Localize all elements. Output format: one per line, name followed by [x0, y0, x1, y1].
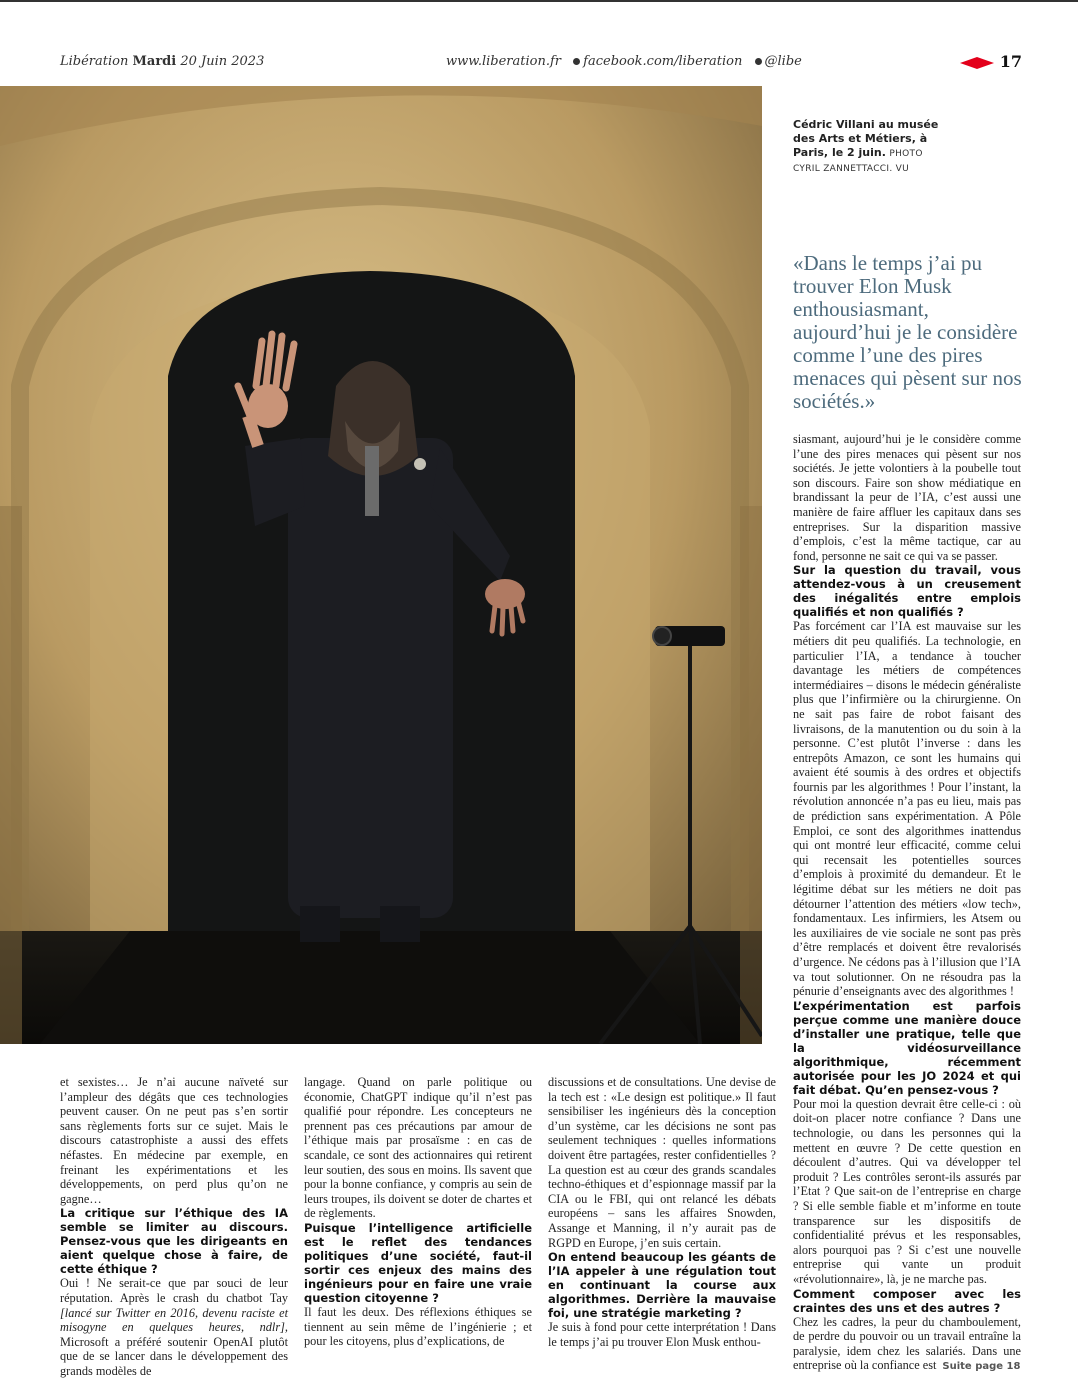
- article-column-3: [548, 1075, 776, 1349]
- paragraph-with-continuation: [793, 1315, 1021, 1375]
- paragraph: Je suis à fond pour cette interprétation ! Dans le temps j’ai pu trouver Elon Musk enthou-: [548, 1320, 776, 1349]
- publication-name: Libération: [60, 54, 129, 69]
- continued-link[interactable]: Suite page 18: [942, 1361, 1021, 1373]
- paragraph-text: Chez les cadres, la peur du chamboulement, de perdre du pouvoir ou un travail entraîne la paralysie, idem chez les salariés. Dans une entreprise où la confiance est: [793, 1314, 1021, 1373]
- top-rule: [0, 0, 1078, 2]
- paragraph: langage. Quand on parle politique ou économie, ChatGPT indique qu’il n’est pas qualifié pour répondre. Les concepteurs ne prennent pas ces précautions par amour de l’éthique mais par prosaïsme : en cas de scandale, ce sont des actionnaires qui retirent leur soutien, des sous en moins. Ils savent que pour la bonne confiance, y compris au sein de leurs troupes, ils doivent se doter de chartes et de règlements.: [304, 1075, 532, 1221]
- interview-question: Puisque l’intelligence artificielle est le reflet des tendances politiques d’une société, faut-il sortir ces enjeux des mains des ingénieurs pour en faire une vraie question citoyenne ?: [304, 1220, 532, 1305]
- interview-question: On entend beaucoup les géants de l’IA appeler à une régulation tout en continuant la course aux algorithmes. Derrière la mauvaise foi, une stratégie marketing ?: [548, 1250, 776, 1321]
- paragraph-text: Oui ! Ne serait-ce que par souci de leur réputation. Après le crash du chatbot Tay: [60, 1276, 288, 1305]
- date-rest: 20 Juin 2023: [180, 54, 265, 69]
- interview-question: Sur la question du travail, vous attendez-vous à un creusement des inégalités entre emplois qualifiés et non qualifiés ?: [793, 563, 1021, 620]
- photo-illustration: [0, 86, 762, 1044]
- pull-quote: «Dans le temps j’ai pu trouver Elon Musk enthousiasmant, aujourd’hui je le considère comme l’une des pires menaces qui pèsent sur nos sociétés.»: [793, 251, 1022, 413]
- photo-caption: [793, 118, 953, 176]
- twitter-link[interactable]: @libe: [764, 54, 802, 69]
- facebook-icon: [573, 58, 580, 65]
- article-column-2: [304, 1075, 532, 1349]
- paragraph-text: Microsoft a préféré soutenir OpenAI plutôt que de se lancer dans le développement des grands modèles de: [60, 1334, 288, 1378]
- paragraph: [60, 1276, 288, 1378]
- page-number: 17: [999, 52, 1022, 71]
- caption-text: Cédric Villani au musée des Arts et Métiers, à Paris, le 2 juin.: [793, 118, 939, 159]
- paragraph: et sexistes… Je n’ai aucune naïveté sur l’ampleur des dégâts que ces technologies peuvent causer. On ne peut pas s’en sortir sans règlements forts sur ce sujet. Mais le discours catastrophiste a aussi des effets néfastes. En médecine par exemple, en freinant les expérimentations et les développements, on perd plus qu’on ne gagne…: [60, 1075, 288, 1206]
- article-column-right: [793, 432, 1021, 1375]
- interview-question: L’expérimentation est parfois perçue comme une manière douce d’installer une pratique, telle que la vidéosurveillance algorithmique, récemment autorisée pour les JO 2024 et qui fait débat. Qu’en pensez-vous ?: [793, 998, 1021, 1097]
- paragraph: Pas forcément car l’IA est mauvaise sur les métiers dit peu qualifiés. La technologie, en particulier l’IA, a tendance à toucher davantage les métiers de compétences intermédiaires – disons le médecin généraliste plus que l’infirmière ou la chirurgienne. On ne sait pas faire de robot faisant des livraisons, de la manutention ou du soin à la personne. C’est plutôt l’inverse : dans les entrepôts Amazon, ce sont les humains qui avaient été soumis à des ordres et objectifs fournis par les algorithmes ! Pour l’instant, la révolution annoncée n’a pas eu lieu, mais pas de prédiction sans expérimentation. A Pôle Emploi, ce sont des algorithmes inattendus qui ont montré leur efficacité, comme celui qui recensait les potentielles sources d’emplois à proximité du demandeur. Et le légitime débat sur les métiers ne doit pas détourner l’attention des métiers «low tech», fondamentaux. Les infirmiers, les Atsem ou les auxiliaires de vie sociale ne sont pas près d’être remplacés et doivent être revalorisés d’urgence. Ne cédons pas à l’illusion que l’IA va tout solutionner. On ne résoudra pas la pénurie d’enseignants avec des algorithmes !: [793, 619, 1021, 999]
- paragraph: siasmant, aujourd’hui je le considère comme l’une des pires menaces qui pèsent sur nos sociétés. Je jette volontiers à la poubelle tout son discours. Faire son show médiatique en brandissant la peur de l’IA, c’est aussi une manière de faire affluer les capitaux dans ses entreprises. Sur la disparition massive d’emplois, c’est la même tactique, car au fond, personne ne sait ce qui va se passer.: [793, 432, 1021, 563]
- paragraph: Il faut les deux. Des réflexions éthiques se tiennent au sein même de l’ingénierie ; et pour les citoyens, plus d’explications, de: [304, 1304, 532, 1349]
- liberation-logo-icon: [960, 57, 994, 69]
- contact-links: [446, 54, 802, 69]
- masthead-date: [60, 54, 264, 69]
- caption-photo-label: PHOTO: [889, 149, 923, 159]
- website-link[interactable]: www.liberation.fr: [446, 54, 562, 69]
- date-day: Mardi: [132, 54, 177, 69]
- article-column-1: [60, 1075, 288, 1379]
- page-header: [60, 54, 1022, 74]
- caption-credit: CYRIL ZANNETTACCI. VU: [793, 164, 910, 174]
- portrait-photo: [0, 86, 762, 1044]
- interview-question: La critique sur l’éthique des IA semble se limiter au discours. Pensez-vous que les dirigeants en aient quelque chose à faire, de cette éthique ?: [60, 1206, 288, 1277]
- facebook-link[interactable]: facebook.com/liberation: [583, 54, 743, 69]
- editor-note: [lancé sur Twitter en 2016, devenu raciste et misogyne en quelques heures, ndlr],: [60, 1305, 288, 1335]
- paragraph: discussions et de consultations. Une devise de la tech est : «Le design est politique.» Il faut sensibiliser les ingénieurs dès la conception d’un système, car les décisions ne sont pas seulement techniques : quelles informations doivent être partagées, rester confidentielles ? La question est au cœur des grands scandales techno-éthiques et d’espionnage massif par la CIA ou le FBI, qui ont relancé les débats européens – sans les affaires Snowden, Assange et Manning, il n’y aurait pas de RGPD en Europe, j’en suis certain.: [548, 1075, 776, 1250]
- interview-question: Comment composer avec les craintes des uns et des autres ?: [793, 1286, 1021, 1315]
- twitter-icon: [755, 58, 762, 65]
- paragraph: Pour moi la question devrait être celle-ci : où doit-on placer notre confiance ? Dans une technologie, ou dans les personnes qui la mettent en œuvre ? De cette question en découlent d’autres. Qui va développer tel produit ? Les contrôles seront-ils assurés par l’Etat ? Que sait-on de l’entreprise en charge ? Si elle semble fiable et m’informe en toute transparence sur les dispositifs de confidentialité prévus et les responsables, alors pourquoi pas ? Si c’est une nouvelle entreprise qui vante un produit «révolutionnaire», là, je ne marche pas.: [793, 1096, 1021, 1286]
